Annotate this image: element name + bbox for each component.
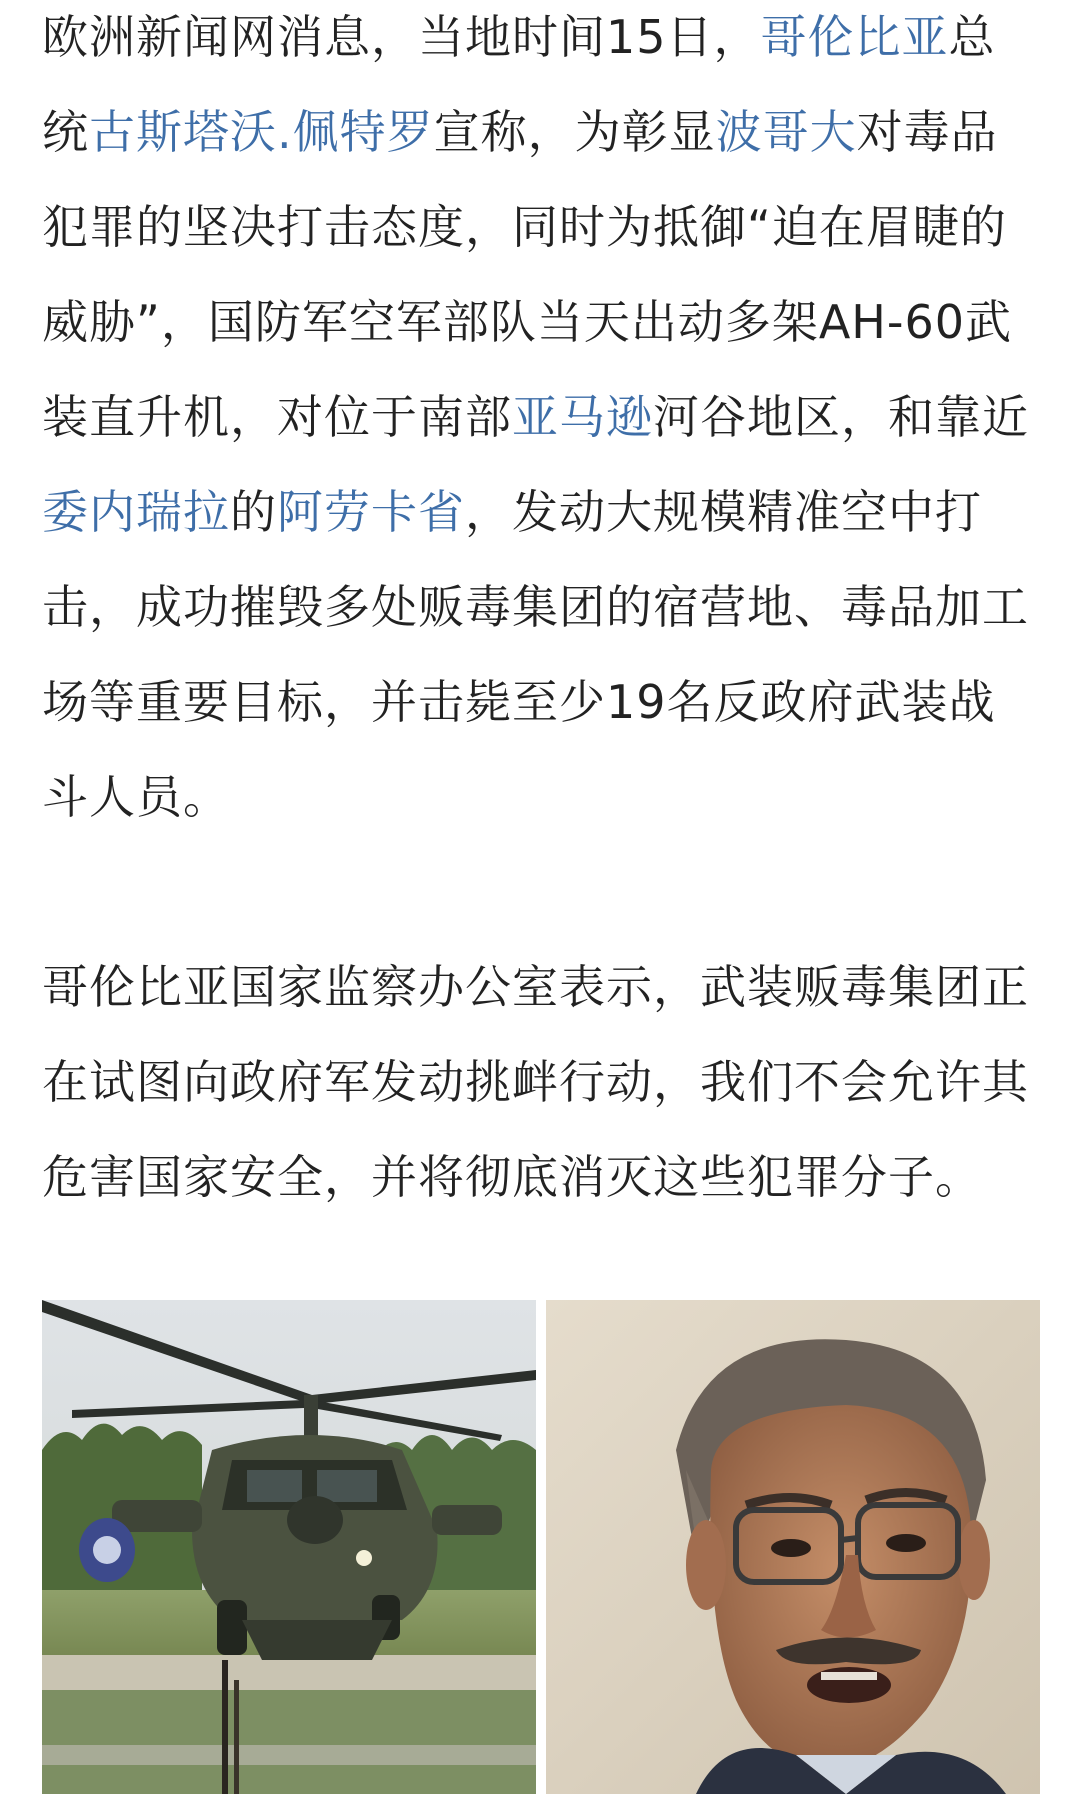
link-bogota[interactable]: 波哥大 xyxy=(715,105,857,159)
link-venezuela[interactable]: 委内瑞拉 xyxy=(42,485,230,539)
article-paragraph-2: 哥伦比亚国家监察办公室表示，武装贩毒集团正在试图向政府军发动挑衅行动，我们不会允许其危害国家安全，并将彻底消灭这些犯罪分子。 xyxy=(42,960,1029,1204)
text-segment: 的 xyxy=(230,485,277,539)
text-segment: 对毒品犯罪的坚决打击态度，同时为抵御“迫在眉睫的威胁”，国防军空军部队当天出动多架AH-60武装直升机，对位于南部 xyxy=(42,105,1013,444)
text-segment: 欧洲新闻网消息，当地时间15日， xyxy=(42,10,761,64)
article-body xyxy=(42,0,1042,1225)
article-paragraph-1 xyxy=(42,0,1042,845)
link-amazon[interactable]: 亚马逊 xyxy=(512,390,653,444)
portrait-photo-icon xyxy=(546,1300,1040,1794)
helicopter-photo-icon xyxy=(42,1300,536,1794)
text-segment: ，发动大规模精准空中打击，成功摧毁多处贩毒集团的宿营地、毒品加工场等重要目标，并击毙至少19名反政府武装战斗人员。 xyxy=(42,485,1029,824)
link-arauca[interactable]: 阿劳卡省 xyxy=(277,485,465,539)
text-segment: 总统 xyxy=(42,10,996,159)
link-colombia[interactable]: 哥伦比亚 xyxy=(760,10,949,64)
text-segment: 宣称，为彰显 xyxy=(433,105,716,159)
image-row xyxy=(42,1300,1040,1794)
text-segment: 河谷地区，和靠近 xyxy=(653,390,1029,444)
helicopter-photo[interactable] xyxy=(42,1300,536,1794)
link-gustavo-petro[interactable]: 古斯塔沃.佩特罗 xyxy=(89,105,434,159)
portrait-photo[interactable] xyxy=(546,1300,1040,1794)
